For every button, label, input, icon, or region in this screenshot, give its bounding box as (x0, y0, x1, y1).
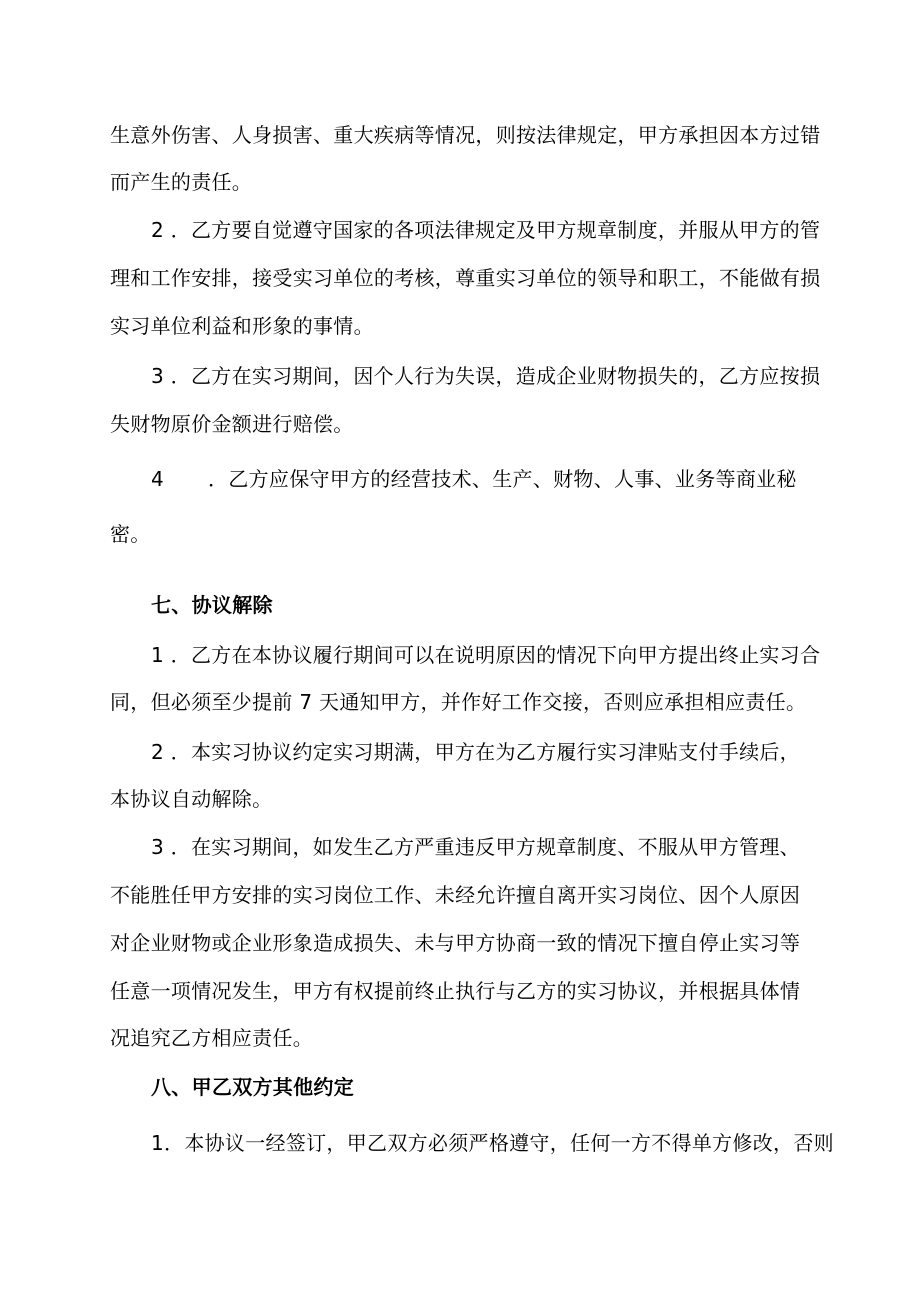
section-heading-seven: 七、协议解除 (151, 593, 273, 617)
body-text-line: 理和工作安排，接受实习单位的考核，尊重实习单位的领导和职工，不能做有损 (110, 266, 821, 290)
clause-3-line: 3 ．乙方在实习期间，因个人行为失误，造成企业财物损失的，乙方应按损 (151, 364, 821, 388)
body-text-line: 失财物原价金额进行赔偿。 (110, 412, 354, 436)
section-8-clause-1-line: 1．本协议一经签订，甲乙双方必须严格遵守，任何一方不得单方修改，否则 (151, 1131, 834, 1155)
body-text-line: 同，但必须至少提前 7 天通知甲方，并作好工作交接，否则应承担相应责任。 (110, 690, 807, 714)
body-text-line: 况追究乙方相应责任。 (110, 1026, 313, 1050)
body-text-line: 而产生的责任。 (110, 170, 253, 194)
body-text-line: 密。 (110, 522, 151, 546)
body-text-line: 对企业财物或企业形象造成损失、未与甲方协商一致的情况下擅自停止实习等 (110, 931, 801, 955)
section-7-clause-2-line: 2 ．本实习协议约定实习期满，甲方在为乙方履行实习津贴支付手续后， (151, 740, 800, 764)
clause-4-line (151, 465, 797, 493)
body-text-line: 实习单位利益和形象的事情。 (110, 314, 374, 338)
section-heading-eight: 八、甲乙双方其他约定 (151, 1075, 354, 1099)
section-7-clause-3-line: 3 ．在实习期间，如发生乙方严重违反甲方规章制度、不服从甲方管理、 (151, 835, 800, 859)
clause-4-number: 4 (151, 467, 165, 491)
body-text-line: 不能胜任甲方安排的实习岗位工作、未经允许擅自离开实习岗位、因个人原因 (110, 883, 801, 907)
body-text-line: 任意一项情况发生，甲方有权提前终止执行与乙方的实习协议，并根据具体情 (110, 979, 801, 1003)
clause-2-line: 2 ．乙方要自觉遵守国家的各项法律规定及甲方规章制度，并服从甲方的管 (151, 218, 821, 242)
clause-4-text: ．乙方应保守甲方的经营技术、生产、财物、人事、业务等商业秘 (208, 467, 797, 491)
body-text-line: 生意外伤害、人身损害、重大疾病等情况，则按法律规定，甲方承担因本方过错 (110, 123, 821, 147)
body-text-line: 本协议自动解除。 (110, 787, 273, 811)
section-7-clause-1-line: 1 ．乙方在本协议履行期间可以在说明原因的情况下向甲方提出终止实习合 (151, 643, 821, 667)
